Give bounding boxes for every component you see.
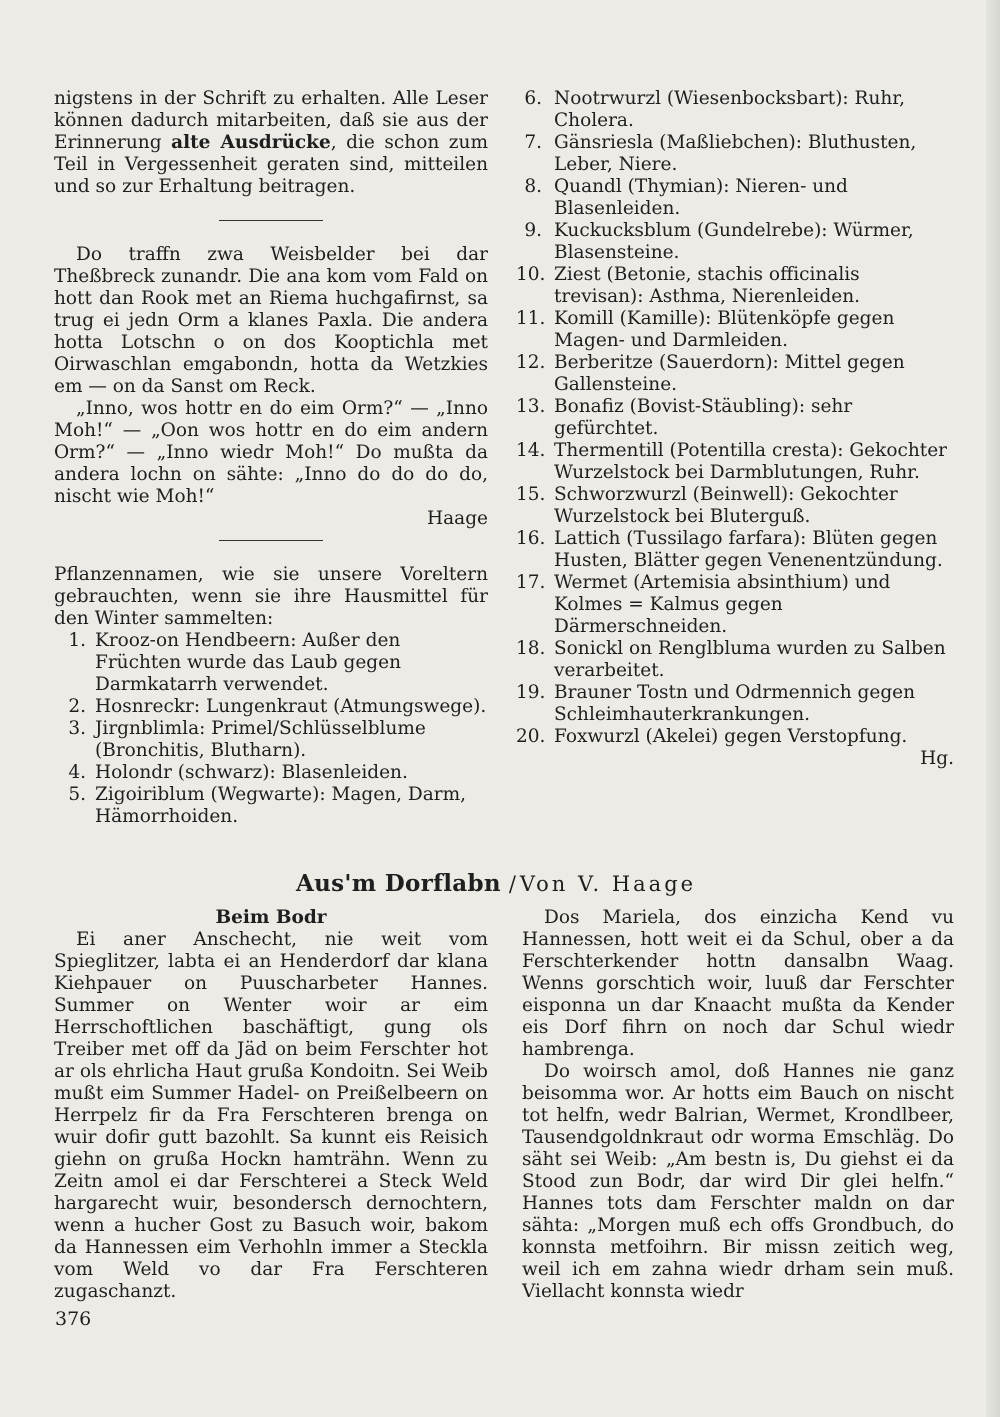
title-separator: / <box>508 872 516 896</box>
list-item: 19. Brauner Tostn und Odrmennich gegen Schleimhauterkrankungen. <box>516 682 916 725</box>
plants-signature: Hg. <box>920 748 954 769</box>
list-item: 13. Bonafiz (Bovist-Stäubling): sehr gefürchtet. <box>516 396 853 439</box>
list-item: 8. Quandl (Thymian): Nieren- und Blasenleiden. <box>524 176 848 219</box>
article-right-column <box>522 907 954 1303</box>
list-item: 14. Thermentill (Potentilla cresta): Gekochter Wurzelstock bei Darmblutungen, Ruhr. <box>516 440 947 483</box>
page-number: 376 <box>55 1308 92 1330</box>
list-item: 15. Schworzwurzl (Beinwell): Gekochter Wurzelstock bei Bluterguß. <box>516 484 898 527</box>
plant-list-right <box>516 88 954 748</box>
story-dialogue: „Inno, wos hottr en do eim Orm?“ — „Inno Moh!“ — „Oon wos hottr en do eim andern Orm?“ — „Inno wiedr Moh!“ Do mußta da andera lochn on sähte: „Inno do do do do, nischt wie Moh!“ <box>54 398 488 507</box>
list-item: 16. Lattich (Tussilago farfara): Blüten gegen Husten, Blätter gegen Venenentzündung. <box>516 528 943 571</box>
list-item: 11. Komill (Kamille): Blütenköpfe gegen Magen- und Darmleiden. <box>516 308 895 351</box>
list-item: 4. Holondr (schwarz): Blasenleiden. <box>68 762 408 783</box>
list-item: 2. Hosnreckr: Lungenkraut (Atmungswege). <box>68 696 487 717</box>
list-item: 9. Kuckucksblum (Gundelrebe): Würmer, Blasensteine. <box>524 220 914 263</box>
list-item: 5. Zigoiriblum (Wegwarte): Magen, Darm, Hämorrhoiden. <box>68 784 467 827</box>
list-item: 7. Gänsriesla (Maßliebchen): Bluthusten, Leber, Niere. <box>524 132 917 175</box>
separator-line <box>219 540 323 541</box>
list-item: 3. Jirgnblimla: Primel/Schlüsselblume (Bronchitis, Blutharn). <box>68 718 426 761</box>
article-paragraph: Do woirsch amol, doß Hannes nie ganz beisomma wor. Ar hotts eim Bauch on nischt tot helfn, wedr Balrian, Wermet, Krondlbeer, Tausendgoldnkraut odr worma Emschläg. Do säht sei Weib: „Am bestn is, Du giehst ei da Stood zun Bodr, dar wird Dir glei helfn.“ Hannes tots dam Ferschter maldn on dar sähta: „Morgen muß ech offs Grondbuch, do konnsta metfoihrn. Bir missn zeitich weg, weil ich em zahna wiedr drham sein muß. Viellacht konnsta wiedr <box>522 1061 954 1302</box>
article-title <box>296 870 696 897</box>
article-heading: Aus'm Dorflabn <box>296 870 501 897</box>
list-item: 10. Ziest (Betonie, stachis officinalis trevisan): Asthma, Nierenleiden. <box>516 264 861 307</box>
list-item: 6. Nootrwurzl (Wiesenbocksbart): Ruhr, Cholera. <box>524 88 905 131</box>
article-subtitle: Beim Bodr <box>215 907 327 928</box>
bold-term: alte Ausdrücke <box>171 132 331 153</box>
article-left-column <box>54 907 488 1303</box>
list-item: 17. Wermet (Artemisia absinthium) und Kolmes = Kalmus gegen Därmerschneiden. <box>516 572 891 637</box>
intro-paragraph: nigstens in der Schrift zu erhalten. Alle Leser können dadurch mitarbeiten, daß sie aus der Erinnerung alte Ausdrücke, die schon zum Teil in Vergessenheit geraten sind, mitteilen und so zur Erhaltung beitragen. <box>54 88 488 197</box>
story-paragraph: Do traffn zwa Weisbelder bei dar Theßbreck zunandr. Die ana kom vom Fald on hott dan Rook met an Riema huchgafirnst, sa trug ei jedn Orm a klanes Paxla. Die andera hotta Lotschn o on dos Kooptichla met Oirwaschlan emgabondn, hotta da Wetzkies em — on da Sanst om Reck. <box>54 244 488 397</box>
article-paragraph: Dos Mariela, dos einzicha Kend vu Hannessen, hott weit ei da Schul, ober a da Ferschterkender hottn dansalbn Waag. Wenns gorschtich woir, luuß dar Ferschter eisponna un dar Knaacht mußta da Kender eis Dorf fihrn on noch dar Schul wiedr hambrenga. <box>522 907 954 1060</box>
plants-intro: Pflanzennamen, wie sie unsere Voreltern gebrauchten, wenn sie ihre Hausmittel für den Winter sammelten: <box>54 564 488 629</box>
left-top-column <box>54 88 488 828</box>
article-author: Von V. Haage <box>519 872 697 896</box>
list-item: 1. Krooz-on Hendbeern: Außer den Früchten wurde das Laub gegen Darmkatarrh verwendet. <box>68 630 402 695</box>
right-top-column <box>516 88 954 770</box>
list-item: 20. Foxwurzl (Akelei) gegen Verstopfung. <box>516 726 908 747</box>
page-edge-shadow <box>986 0 1000 1417</box>
list-item: 18. Sonickl on Renglbluma wurden zu Salben verarbeitet. <box>516 638 946 681</box>
article-paragraph: Ei aner Anschecht, nie weit vom Spieglitzer, labta ei an Henderdorf dar klana Kiehpauer on Puuscharbeter Hannes. Summer on Wenter woir ar eim Herrschoftlichen baschäftigt, gung ols Treiber met off da Jäd on beim Ferschter hot ar ols ehrlicha Haut grußa Kondoitn. Sei Weib mußt eim Summer Hadel- on Preißelbeern on Herrpelz fir da Fra Ferschteren brenga on wuir dofir gutt bazohlt. Sa kunnt eis Reisich giehn on grußa Hockn hamträhn. Wenn zu Zeitn amol ei dar Ferschterei a Steck Weld hargarecht wuir, besondersch dernochtern, wenn a hucher Gost zu Basuch woir, bakom da Hannessen eim Verhohln immer a Steckla vom Weld vo dar Fra Ferschteren zugaschanzt. <box>54 929 488 1302</box>
story-signature: Haage <box>427 508 488 529</box>
separator-line <box>219 220 323 221</box>
plant-list-left <box>54 630 488 828</box>
list-item: 12. Berberitze (Sauerdorn): Mittel gegen Gallensteine. <box>516 352 905 395</box>
